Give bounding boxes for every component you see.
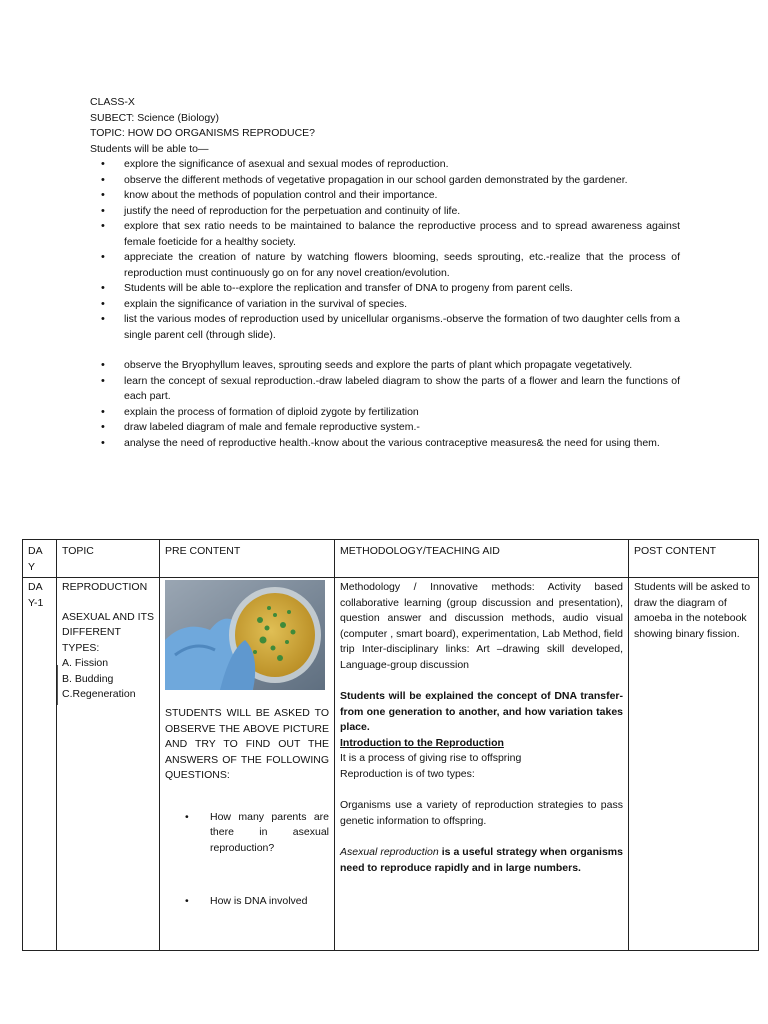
objective-item: • observe the Bryophyllum leaves, sprouting seeds and explore the parts of plant which propagate vegetatively. — [90, 358, 680, 374]
table-row — [23, 578, 759, 951]
header-methodology: METHODOLOGY/TEACHING AID — [335, 540, 629, 578]
post-content-cell: Students will be asked to draw the diagram of amoeba in the notebook showing binary fission. — [629, 578, 759, 951]
margin-line — [57, 665, 58, 705]
petri-dish-glove-photo — [165, 580, 325, 690]
objective-item: • justify the need of reproduction for the perpetuation and continuity of life. — [90, 204, 680, 220]
objective-item: • observe the different methods of vegetative propagation in our school garden demonstrated by the gardener. — [90, 173, 680, 189]
asexual-text — [340, 845, 623, 876]
objectives-list — [90, 157, 680, 451]
topic-subtitle: ASEXUAL AND ITS DIFFERENT TYPES: — [62, 610, 154, 654]
topic-item: B. Budding — [62, 672, 114, 685]
header-day: DA Y — [23, 540, 57, 578]
objective-item: • list the various modes of reproduction used by unicellular organisms.-observe the formation of two daughter cells from a single parent cell (through slide). — [90, 312, 680, 343]
objective-item: • explain the significance of variation in the survival of species. — [90, 297, 680, 313]
objective-item: • learn the concept of sexual reproduction.-draw labeled diagram to show the parts of a flower and learn the functions of each part. — [90, 374, 680, 405]
objective-item: • explore that sex ratio needs to be maintained to balance the reproductive process and to spread awareness against female foeticide for a healthy society. — [90, 219, 680, 250]
header-pre-content: PRE CONTENT — [160, 540, 335, 578]
day-cell: DA Y-1 — [23, 578, 57, 951]
header-post-content: POST CONTENT — [629, 540, 759, 578]
objective-item: • appreciate the creation of nature by watching flowers blooming, seeds sprouting, etc.-realize that the process of reproduction must continuously go on for any novel creation/evolution. — [90, 250, 680, 281]
asexual-description: is a useful strategy when organisms need to reproduce rapidly and in large numbers. — [340, 846, 623, 874]
topic-item: C.Regeneration — [62, 688, 136, 700]
class-label: CLASS-X — [90, 96, 135, 108]
intro-heading: Introduction to the Reproduction — [340, 736, 504, 749]
subject-label: SUBECT: Science (Biology) — [90, 111, 219, 124]
topic-cell — [57, 578, 160, 951]
pre-content-questions — [165, 810, 329, 910]
topic-item: A. Fission — [62, 657, 109, 669]
objective-item: • explain the process of formation of diploid zygote by fertilization — [90, 405, 680, 421]
intro-text-1: It is a process of giving rise to offspring — [340, 752, 522, 764]
lesson-header — [90, 95, 680, 451]
intro-text-2: Reproduction is of two types: — [340, 767, 475, 780]
objectives-intro: Students will be able to— — [90, 142, 209, 155]
asexual-term: Asexual reproduction — [340, 846, 439, 858]
objective-item: • know about the methods of population control and their importance. — [90, 188, 680, 204]
methodology-text: Methodology / Innovative methods: Activity based collaborative learning (group discussion and presentation), question answer and discussion methods, audio visual (computer , smart board), experimentation, Lab Method, field trip Inter-disciplinary links: Art –drawing skill developed, Language-group discussion — [340, 581, 623, 671]
objective-item: • explore the significance of asexual and sexual modes of reproduction. — [90, 157, 680, 173]
question-item: • How many parents are there in asexual reproduction? — [165, 810, 329, 857]
header-topic: TOPIC — [57, 540, 160, 578]
table-header-row — [23, 540, 759, 578]
strategy-text: Organisms use a variety of reproduction strategies to pass genetic information to offspring. — [340, 799, 623, 827]
pre-content-instructions: STUDENTS WILL BE ASKED TO OBSERVE THE ABOVE PICTURE AND TRY TO FIND OUT THE ANSWERS OF THE FOLLOWING QUESTIONS: — [165, 707, 329, 781]
topic-label: TOPIC: HOW DO ORGANISMS REPRODUCE? — [90, 127, 315, 139]
objective-item: • draw labeled diagram of male and female reproductive system.- — [90, 420, 680, 436]
dna-concept-text: Students will be explained the concept of DNA transfer-from one generation to another, and how variation takes place. — [340, 690, 623, 733]
pre-content-cell — [160, 578, 335, 951]
topic-title: REPRODUCTION — [62, 581, 148, 593]
question-item: • How is DNA involved — [165, 894, 329, 910]
objective-item: • analyse the need of reproductive health.-know about the various contraceptive measures& the need for using them. — [90, 436, 680, 452]
methodology-cell — [335, 578, 629, 951]
lesson-plan-table — [22, 539, 759, 951]
objective-item: • Students will be able to--explore the replication and transfer of DNA to progeny from parent cells. — [90, 281, 680, 297]
